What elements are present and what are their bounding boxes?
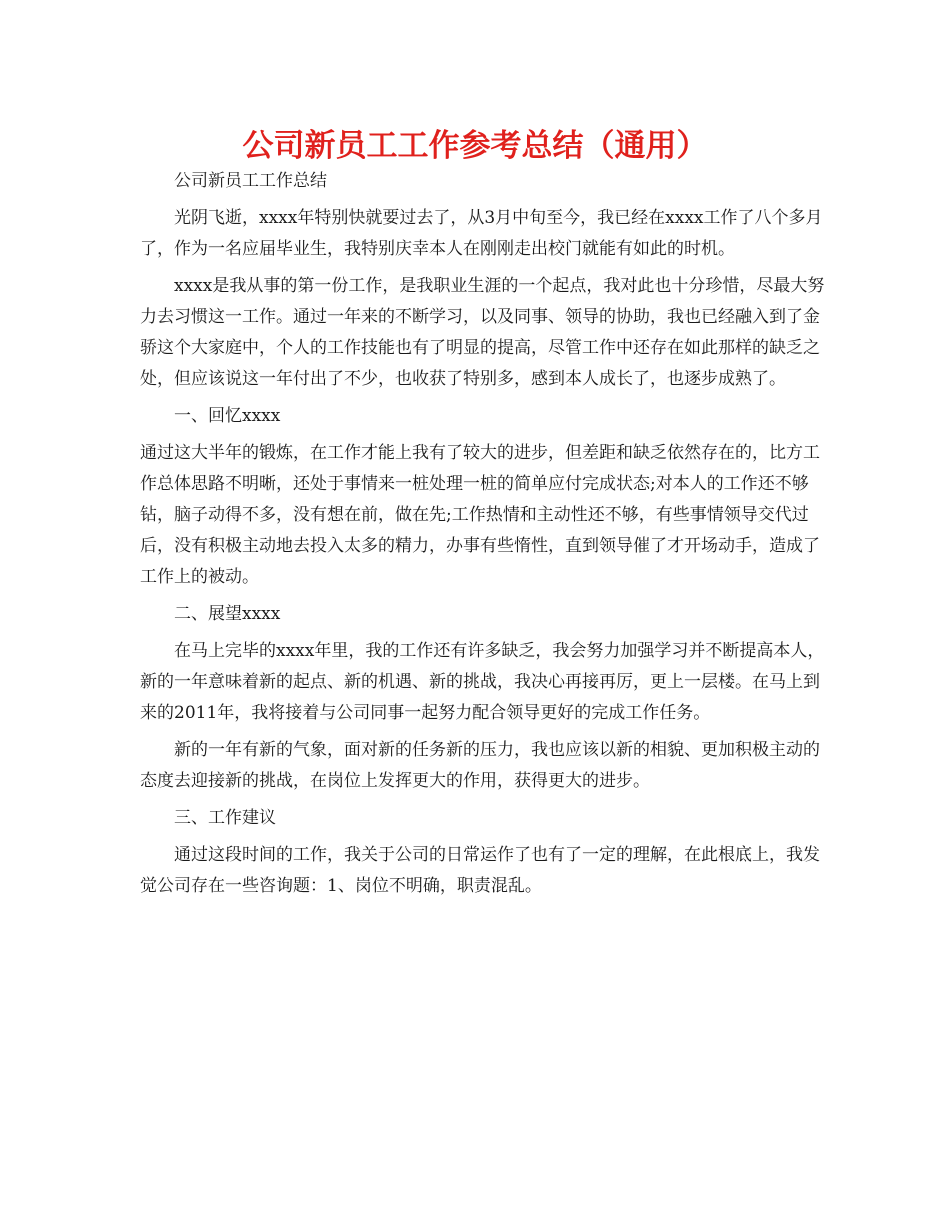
intro-paragraph: 光阴飞逝，xxxx年特别快就要过去了，从3月中旬至今，我已经在xxxx工作了八个多月了，作为一名应届毕业生，我特别庆幸本人在刚刚走出校门就能有如此的时机。	[140, 208, 823, 259]
suggestions-paragraph: 通过这段时间的工作，我关于公司的日常运作了也有了一定的理解，在此根底上，我发觉公司存在一些咨询题：1、岗位不明确，职责混乱。	[140, 845, 820, 896]
outlook-paragraph: 在马上完毕的xxxx年里，我的工作还有许多缺乏，我会努力加强学习并不断提高本人，新的一年意味着新的起点、新的机遇、新的挑战，我决心再接再厉，更上一层楼。在马上到来的2011年，我将接着与公司同事一起努力配合领导更好的完成工作任务。	[140, 641, 825, 723]
document-body	[140, 166, 825, 908]
section-heading-review: 一、回忆xxxx	[174, 406, 281, 426]
first-job-paragraph: xxxx是我从事的第一份工作，是我职业生涯的一个起点，我对此也十分珍惜，尽最大努力去习惯这一工作。通过一年来的不断学习，以及同事、领导的协助，我也已经融入到了金骄这个大家庭中，个人的工作技能也有了明显的提高，尽管工作中还存在如此那样的缺乏之处，但应该说这一年付出了不少，也收获了特别多，感到本人成长了，也逐步成熟了。	[140, 276, 825, 389]
section-heading-suggestions: 三、工作建议	[174, 808, 276, 828]
review-paragraph: 通过这大半年的锻炼，在工作才能上我有了较大的进步，但差距和缺乏依然存在的，比方工作总体思路不明晰，还处于事情来一桩处理一桩的简单应付完成状态;对本人的工作还不够钻，脑子动得不多，没有想在前，做在先;工作热情和主动性还不够，有些事情领导交代过后，没有积极主动地去投入太多的精力，办事有些惰性，直到领导催了才开场动手，造成了工作上的被动。	[140, 443, 820, 587]
new-year-paragraph: 新的一年有新的气象，面对新的任务新的压力，我也应该以新的相貌、更加积极主动的态度去迎接新的挑战，在岗位上发挥更大的作用，获得更大的进步。	[140, 740, 820, 791]
subtitle-paragraph: 公司新员工工作总结	[174, 171, 327, 191]
section-heading-outlook: 二、展望xxxx	[174, 604, 281, 624]
document-title: 公司新员工工作参考总结（通用）	[242, 128, 708, 164]
